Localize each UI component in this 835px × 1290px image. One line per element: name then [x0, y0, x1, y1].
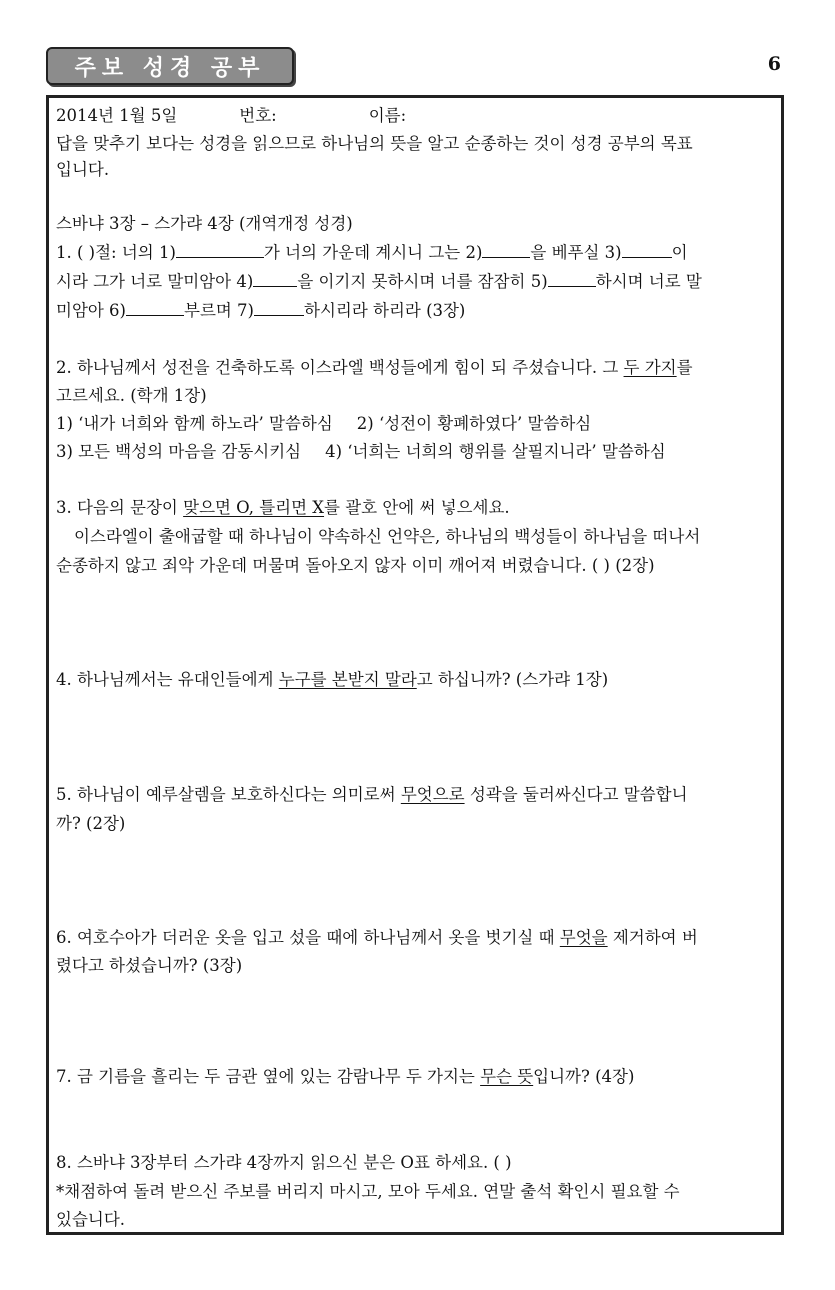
date: 2014년 1월 5일	[56, 106, 178, 125]
question-5-line-1: 5. 하나님이 예루살렘을 보호하신다는 의미로써 무엇으로 성곽을 둘러싸신다고 말씀합니	[56, 785, 688, 804]
name-label: 이름:	[368, 106, 407, 125]
intro-line-1: 답을 맞추기 보다는 성경을 읽으므로 하나님의 뜻을 알고 순종하는 것이 성경 공부의 목표	[56, 134, 693, 153]
section-title-box	[46, 47, 294, 85]
option-2[interactable]: 2) ‘성전이 황폐하였다’ 말씀하심	[356, 414, 592, 433]
worksheet-frame	[46, 95, 784, 1235]
question-6-line-1: 6. 여호수아가 더러운 옷을 입고 섰을 때에 하나님께서 옷을 벗기실 때 무엇을 제거하여 버	[56, 928, 698, 947]
question-4: 4. 하나님께서는 유대인들에게 누구를 본받지 말라고 하십니까? (스가랴 1장)	[56, 670, 609, 689]
note-line-2: 있습니다.	[56, 1210, 126, 1229]
q4-keyword: 누구를 본받지 말라	[278, 670, 417, 689]
question-1-line-3: 미암아 6) 부르며 7) 하시리라 하리라 (3장)	[56, 301, 466, 320]
q6-keyword: 무엇을	[559, 928, 608, 947]
question-2-options-row-2	[56, 440, 779, 464]
question-2-options-row-1	[56, 412, 779, 436]
info-line	[56, 104, 779, 128]
passage-range: 스바냐 3장 – 스가랴 4장 (개역개정 성경)	[56, 214, 353, 233]
question-3-line-3: 순종하지 않고 죄악 가운데 머물며 돌아오지 않자 이미 깨어져 버렸습니다. ( ) (2장)	[56, 556, 655, 575]
blank-2[interactable]	[482, 241, 530, 258]
question-1-line-1: 1. ( )절: 너의 1) 가 너의 가운데 계시니 그는 2) 을 베푸실 3) 이	[56, 243, 688, 262]
number-label: 번호:	[239, 106, 277, 125]
q5-keyword: 무엇으로	[400, 785, 465, 804]
question-2-line-2: 고르세요. (학개 1장)	[56, 386, 207, 405]
option-3[interactable]: 3) 모든 백성의 마음을 감동시키심	[56, 442, 302, 461]
note-line-1: *채점하여 돌려 받으신 주보를 버리지 마시고, 모아 두세요. 연말 출석 확인시 필요할 수	[56, 1182, 680, 1201]
question-6-line-2: 렸다고 하셨습니까? (3장)	[56, 956, 243, 975]
q3-keyword: 맞으면 O, 틀리면 X	[183, 498, 325, 517]
intro-line-2: 입니다.	[56, 160, 110, 179]
question-5-line-2: 까? (2장)	[56, 814, 126, 833]
question-7: 7. 금 기름을 흘리는 두 금관 옆에 있는 감람나무 두 가지는 무슨 뜻입니까? (4장)	[56, 1067, 635, 1086]
question-1-line-2: 시라 그가 너로 말미암아 4) 을 이기지 못하시며 너를 잠잠히 5) 하시며 너로 말	[56, 272, 702, 291]
blank-7[interactable]	[254, 299, 304, 316]
section-title: 주보 성경 공부	[74, 55, 266, 81]
blank-3[interactable]	[622, 241, 672, 258]
question-2-line-1: 2. 하나님께서 성전을 건축하도록 이스라엘 백성들에게 힘이 되 주셨습니다. 그 두 가지를	[56, 358, 693, 377]
blank-1[interactable]	[176, 241, 264, 258]
q2-keyword: 두 가지	[623, 358, 677, 377]
question-3-line-2: 이스라엘이 출애굽할 때 하나님이 약속하신 언약은, 하나님의 백성들이 하나님을 떠나서	[74, 527, 701, 546]
option-4[interactable]: 4) ‘너희는 너희의 행위를 살필지니라’ 말씀하심	[325, 442, 666, 461]
blank-4[interactable]	[253, 270, 297, 287]
question-8: 8. 스바냐 3장부터 스가랴 4장까지 읽으신 분은 O표 하세요. ( )	[56, 1153, 512, 1172]
page-number: 6	[767, 53, 781, 75]
blank-6[interactable]	[126, 299, 184, 316]
question-3-line-1: 3. 다음의 문장이 맞으면 O, 틀리면 X를 괄호 안에 써 넣으세요.	[56, 498, 510, 517]
option-1[interactable]: 1) ‘내가 너희와 함께 하노라’ 말씀하심	[56, 414, 333, 433]
blank-5[interactable]	[548, 270, 596, 287]
q7-keyword: 무슨 뜻	[480, 1067, 534, 1086]
